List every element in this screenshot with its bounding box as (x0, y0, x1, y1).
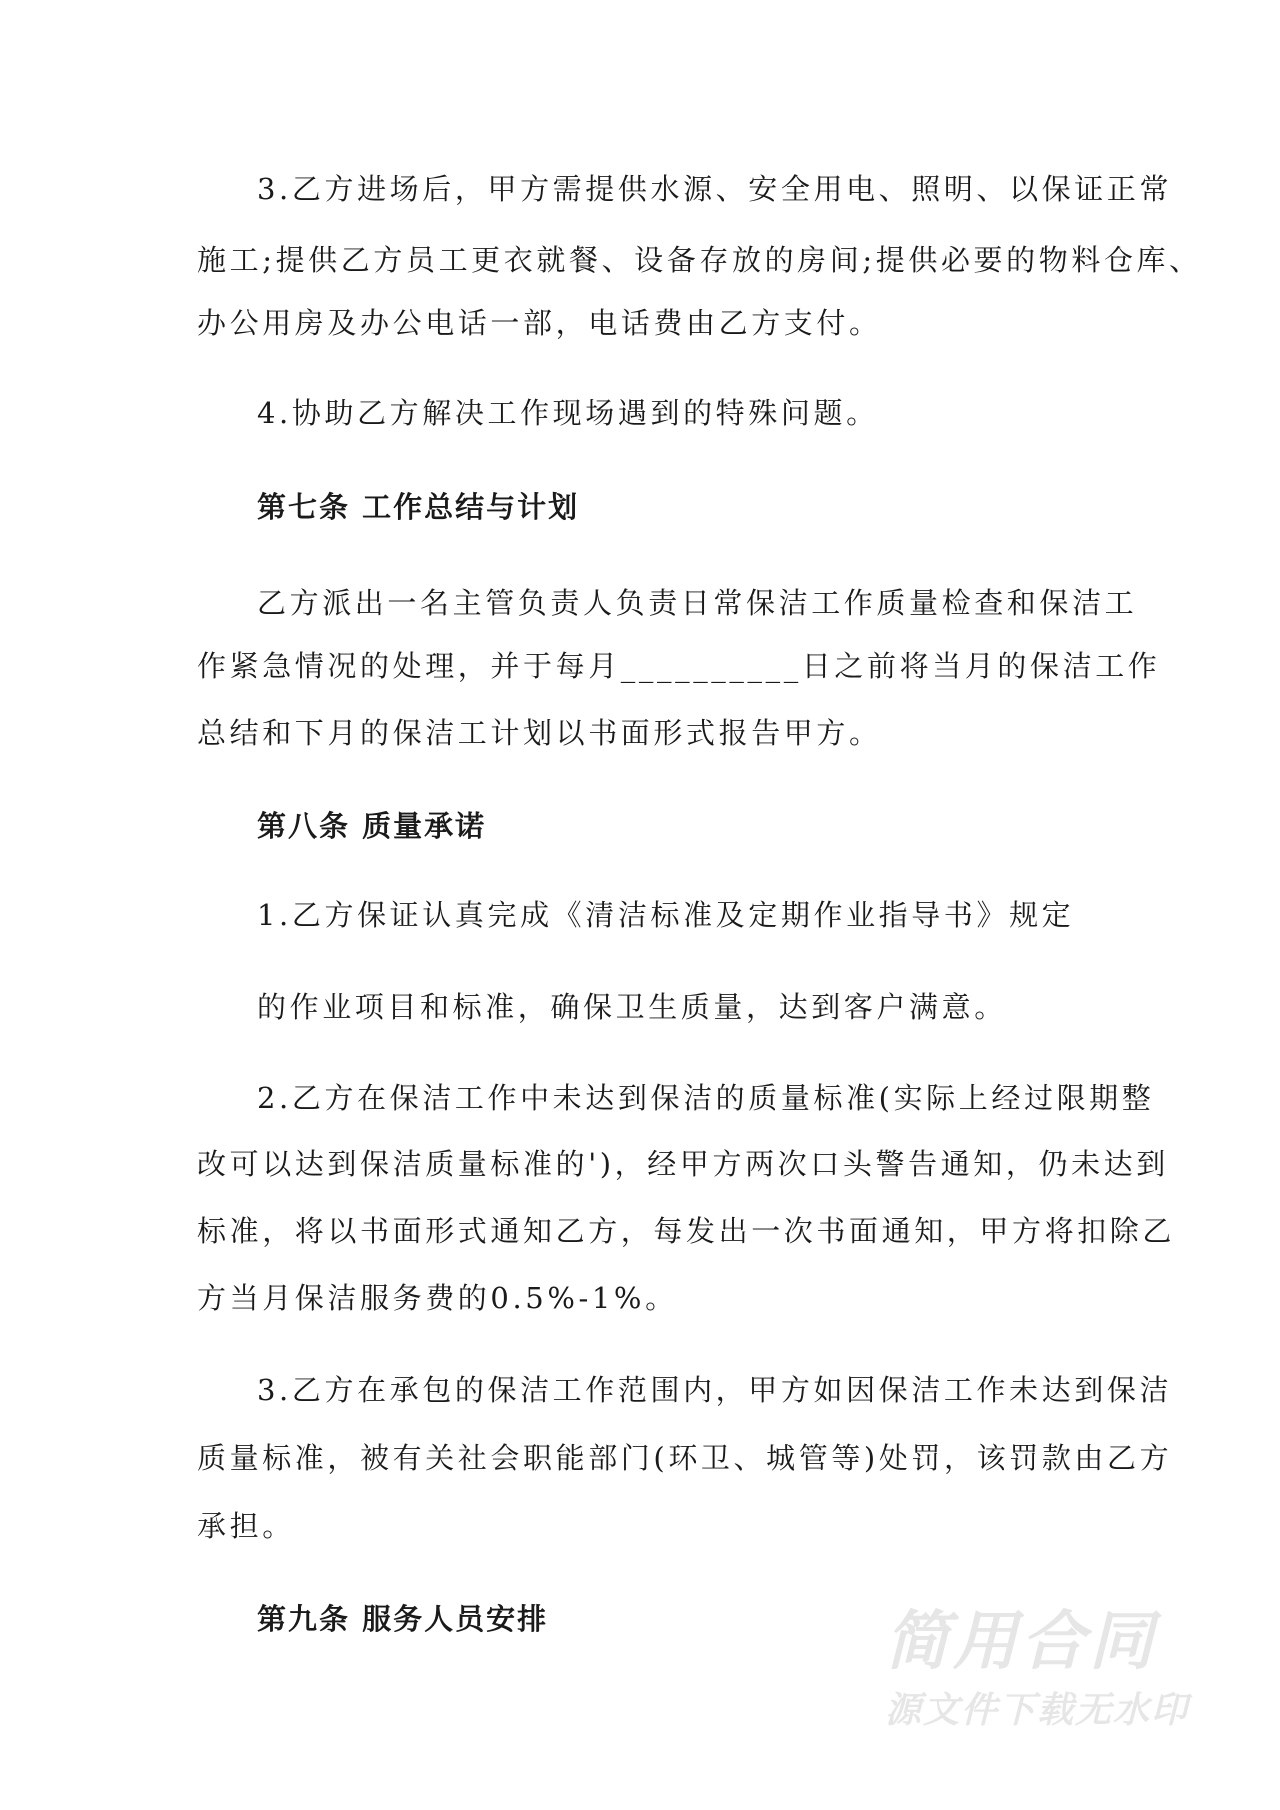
section-heading: 第八条 质量承诺 (257, 809, 487, 843)
paragraph-line: 质量标准，被有关社会职能部门(环卫、城管等)处罚，该罚款由乙方 (197, 1441, 1173, 1475)
paragraph-line: 乙方派出一名主管负责人负责日常保洁工作质量检查和保洁工 (257, 586, 1138, 620)
paragraph-line: 标准，将以书面形式通知乙方，每发出一次书面通知，甲方将扣除乙 (197, 1214, 1176, 1248)
paragraph-line: 承担。 (197, 1509, 295, 1543)
paragraph-line: 3.乙方进场后，甲方需提供水源、安全用电、照明、以保证正常 (257, 172, 1173, 206)
paragraph-line: 施工;提供乙方员工更衣就餐、设备存放的房间;提供必要的物料仓库、 (197, 243, 1202, 277)
watermark-subtitle: 源文件下载无水印 (885, 1690, 1190, 1731)
section-heading: 第七条 工作总结与计划 (257, 490, 580, 524)
paragraph-line: 3.乙方在承包的保洁工作范围内，甲方如因保洁工作未达到保洁 (257, 1373, 1173, 1407)
paragraph-line: 的作业项目和标准，确保卫生质量，达到客户满意。 (257, 990, 1007, 1024)
paragraph-line: 作紧急情况的处理，并于每月__________日之前将当月的保洁工作 (197, 649, 1161, 683)
paragraph-line: 方当月保洁服务费的0.5%-1%。 (197, 1281, 678, 1315)
paragraph-line: 2.乙方在保洁工作中未达到保洁的质量标准(实际上经过限期整 (257, 1081, 1155, 1115)
paragraph-line: 4.协助乙方解决工作现场遇到的特殊问题。 (257, 396, 879, 430)
section-heading: 第九条 服务人员安排 (257, 1602, 549, 1636)
paragraph-line: 1.乙方保证认真完成《清洁标准及定期作业指导书》规定 (257, 898, 1075, 932)
paragraph-line: 总结和下月的保洁工计划以书面形式报告甲方。 (197, 716, 882, 750)
watermark-title: 简用合同 (885, 1605, 1157, 1679)
paragraph-line: 改可以达到保洁质量标准的')，经甲方两次口头警告通知，仍未达到 (197, 1147, 1169, 1181)
paragraph-line: 办公用房及办公电话一部，电话费由乙方支付。 (197, 306, 882, 340)
